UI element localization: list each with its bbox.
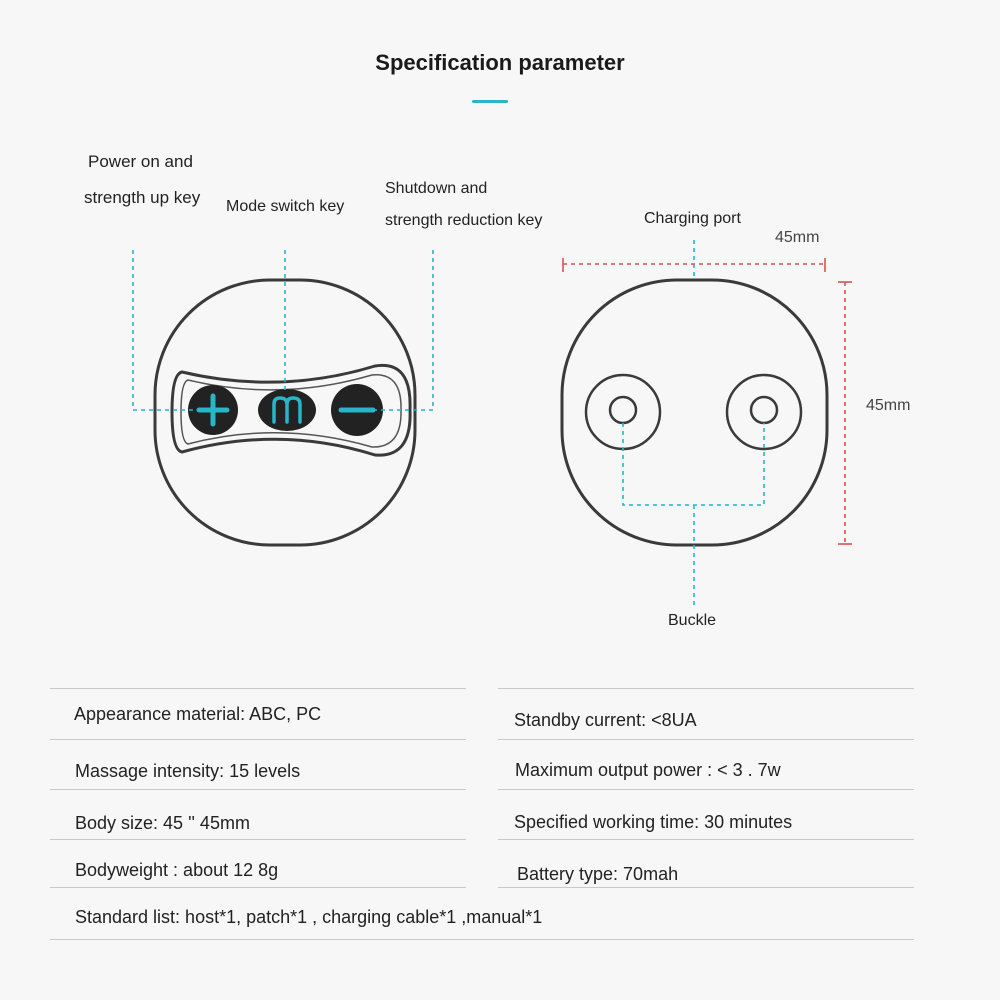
left-buckle-hole <box>610 397 636 423</box>
spec-output-power: Maximum output power : < 3 . 7w <box>515 760 781 780</box>
charging-port-label: Charging port <box>644 210 741 227</box>
back-view <box>562 240 852 605</box>
right-buckle-hole <box>751 397 777 423</box>
back-leader-lines <box>623 240 764 605</box>
shutdown-key-label-line2: strength reduction key <box>385 212 543 229</box>
divider <box>498 739 914 740</box>
divider <box>498 887 914 888</box>
divider <box>498 789 914 790</box>
divider <box>50 939 914 940</box>
front-view <box>133 250 433 545</box>
divider <box>50 839 466 840</box>
divider <box>498 839 914 840</box>
spec-material: Appearance material: ABC, PC <box>74 704 322 724</box>
spec-body-size: Body size: 45 '' 45mm <box>75 813 250 833</box>
power-key-label-line1: Power on and <box>88 152 193 171</box>
divider <box>498 688 914 689</box>
height-dimension-label: 45mm <box>866 397 911 414</box>
divider <box>50 887 466 888</box>
spec-bodyweight: Bodyweight : about 12 8g <box>75 860 279 880</box>
spec-standby-current: Standby current: <8UA <box>514 710 697 730</box>
spec-working-time: Specified working time: 30 minutes <box>514 812 793 832</box>
divider <box>50 739 466 740</box>
shutdown-key-label-line1: Shutdown and <box>385 180 488 197</box>
buckle-label: Buckle <box>668 612 717 629</box>
divider <box>50 789 466 790</box>
power-key-label-line2: strength up key <box>84 188 201 207</box>
left-buckle-ring <box>586 375 660 449</box>
spec-standard-list: Standard list: host*1, patch*1 , charging cable*1 ,manual*1 <box>75 907 543 927</box>
divider <box>50 688 466 689</box>
front-leader-lines <box>133 250 433 410</box>
dimension-lines <box>563 258 852 544</box>
spec-intensity: Massage intensity: 15 levels <box>75 761 301 781</box>
page-title: Specification parameter <box>375 50 625 75</box>
width-dimension-label: 45mm <box>775 229 820 246</box>
spec-battery-type: Battery type: 70mah <box>517 864 679 884</box>
mode-key-label: Mode switch key <box>226 198 345 215</box>
